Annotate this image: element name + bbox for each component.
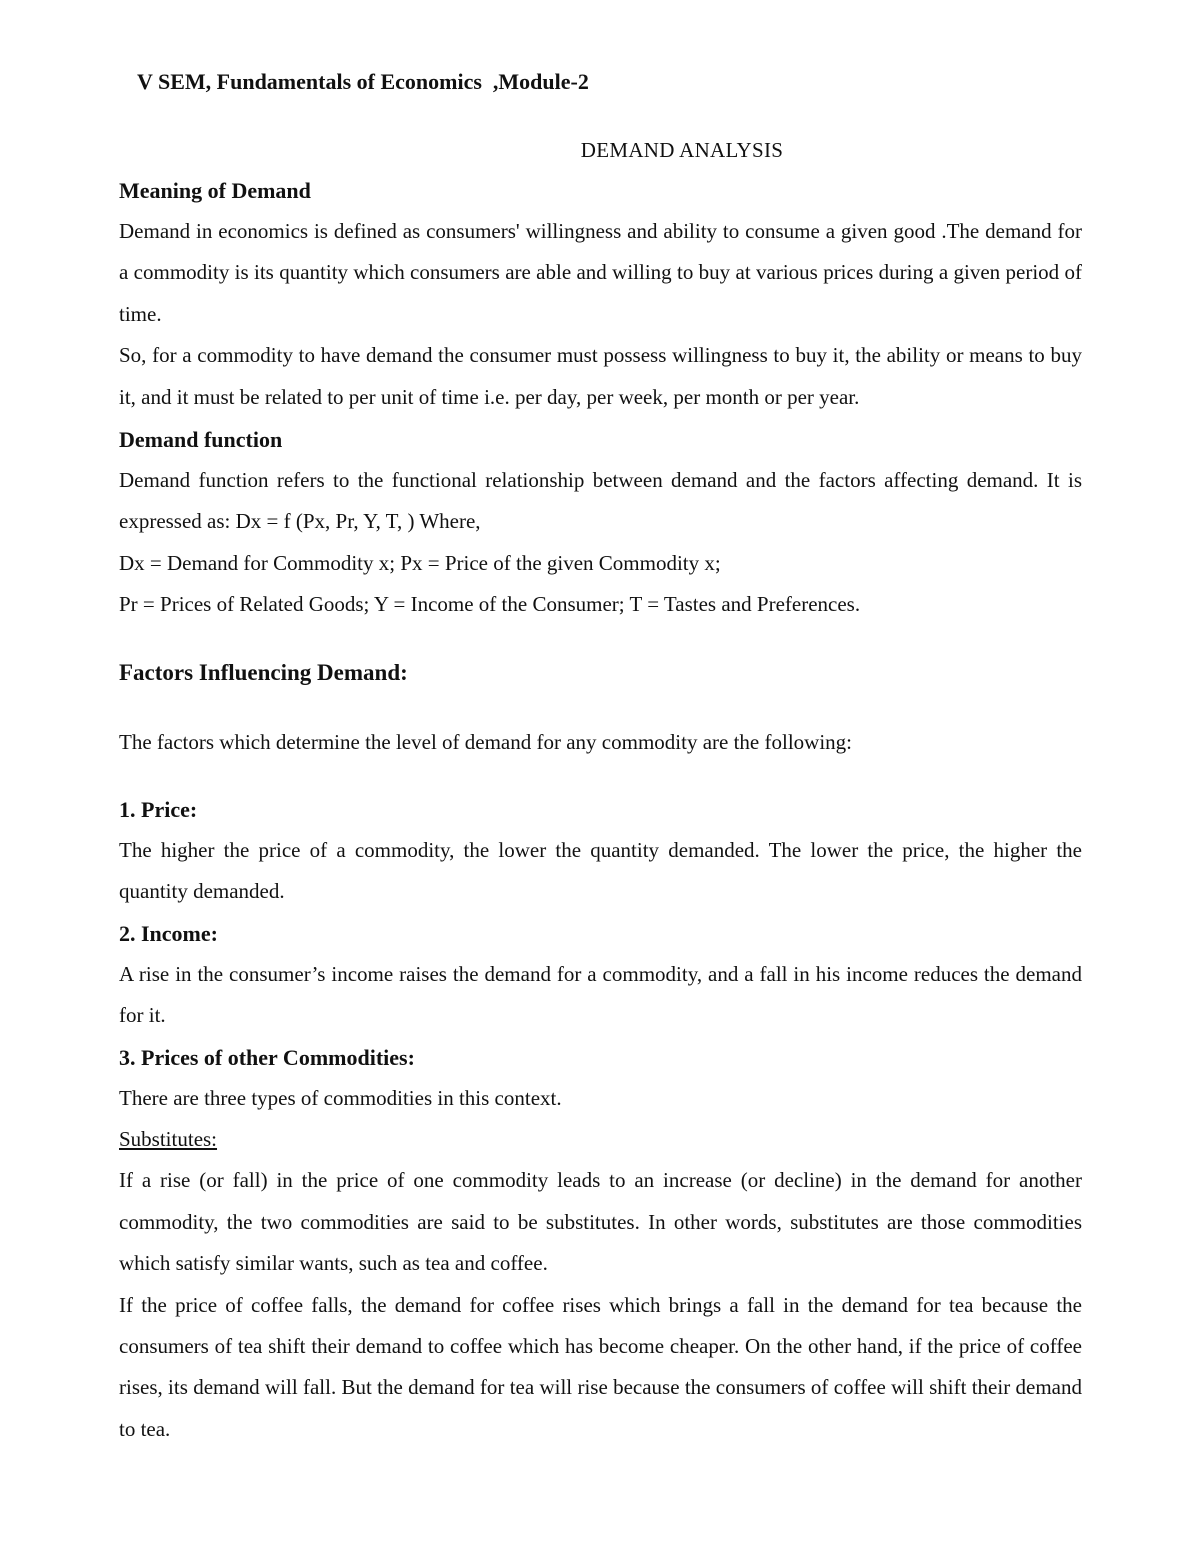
function-paragraph: Demand function refers to the functional relationship between demand and the factors affecting demand. It is expressed as: Dx = f (Px, Pr, Y, T, ) Where, (119, 468, 1082, 534)
substitutes-heading: Substitutes: (119, 1127, 218, 1152)
other-commodities-text: There are three types of commodities in this context. (119, 1085, 562, 1110)
course-header: V SEM, Fundamentals of Economics ,Module-2 (137, 69, 589, 94)
function-heading: Demand function (119, 427, 283, 452)
substitutes-paragraph-1: If a rise (or fall) in the price of one commodity leads to an increase (or decline) in the demand for another commodity, the two commodities are said to be substitutes. In other words, substitutes are those commodities which satisfy similar wants, such as tea and coffee. (119, 1168, 1082, 1276)
factors-heading: Factors Influencing Demand: (119, 660, 408, 685)
document-title: DEMAND ANALYSIS (580, 138, 784, 162)
other-commodities-heading: 3. Prices of other Commodities: (119, 1044, 415, 1070)
function-definitions-1: Dx = Demand for Commodity x; Px = Price of the given Commodity x; (119, 550, 721, 575)
meaning-paragraph-2: So, for a commodity to have demand the consumer must possess willingness to buy it, the ability or means to buy it, and it must be related to per unit of time i.e. per day, per week, per month or per year. (119, 343, 1082, 409)
meaning-heading: Meaning of Demand (119, 178, 311, 203)
meaning-section (119, 170, 1082, 418)
function-definitions-2: Pr = Prices of Related Goods; Y = Income of the Consumer; T = Tastes and Preferences. (119, 592, 861, 617)
income-heading: 2. Income: (119, 920, 218, 946)
price-text: The higher the price of a commodity, the lower the quantity demanded. The lower the price, the higher the quantity demanded. (119, 838, 1082, 904)
meaning-paragraph-1: Demand in economics is defined as consumers' willingness and ability to consume a given good .The demand for a commodity is its quantity which consumers are able and willing to buy at various prices during a given period of time. (119, 219, 1082, 326)
substitutes-paragraph-2: If the price of coffee falls, the demand for coffee rises which brings a fall in the demand for tea because the consumers of tea shift their demand to coffee which has become cheaper. On the other hand, if the price of coffee rises, its demand will fall. But the demand for tea will rise because the consumers of coffee will shift their demand to tea. (119, 1292, 1082, 1441)
factors-intro-block (119, 722, 1082, 763)
function-section (119, 419, 1082, 626)
income-text: A rise in the consumer’s income raises the demand for a commodity, and a fall in his income reduces the demand for it. (119, 961, 1082, 1028)
factors-intro: The factors which determine the level of demand for any commodity are the following: (119, 730, 853, 754)
factor-list (119, 789, 1082, 1450)
factors-section (119, 652, 1082, 693)
price-heading: 1. Price: (119, 797, 198, 822)
